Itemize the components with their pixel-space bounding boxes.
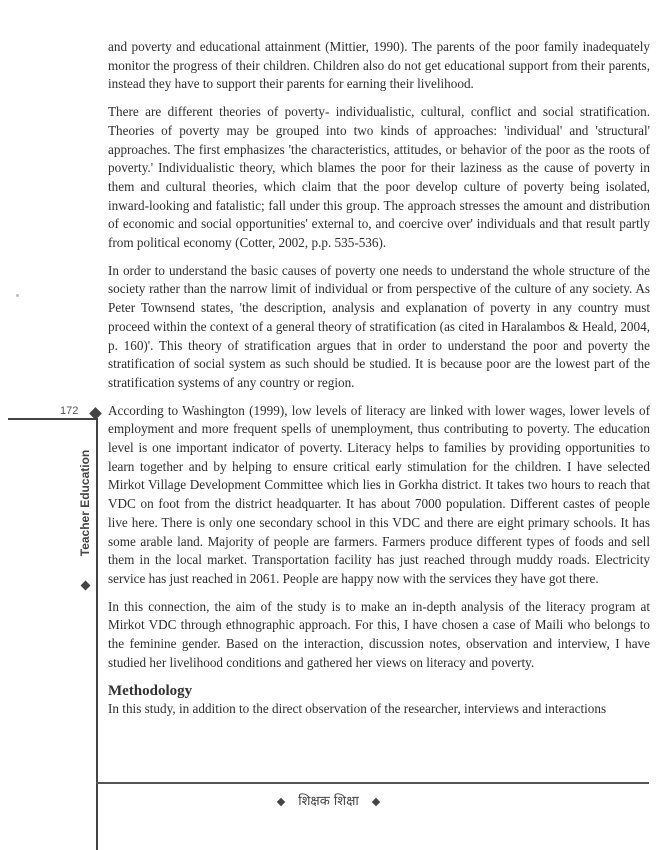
paragraph: In this study, in addition to the direct observation of the researcher, interviews and interactions — [108, 700, 607, 716]
paragraph: According to Washington (1999), low levels of literacy are linked with lower wages, lower levels of employment and more frequent spells of unemployment, thus contributing to poverty. The education level is one important indicator of poverty. Literacy helps to families by providing opportunities to learn together and by helping to ensure critical early stimulation for the children. I have selected Mirkot Village Development Committee which lies in Gorkha district. It takes two hours to reach that VDC on foot from the district headquarter. It has about 7000 population. Different castes of people live here. There is only one secondary school in this VDC and there are eight primary schools. It has some arable land. Majority of people are farmers. Farmers produce different types of foods and sell them in the local market. Transportation facility has just reached through muddy roads. Electricity service has just reached in 2061. People are happy now with the services they have got there. — [108, 402, 650, 586]
paragraph: There are different theories of poverty- individualistic, cultural, conflict and social stratification. Theories of poverty may be grouped into two kinds of approaches: 'individual' and 'structural' approaches. The first emphasizes 'the characteristics, attitudes, or behavior of the poor as the roots of poverty.' Individualistic theory, which blames the poor for their laziness as the cause of poverty in them and cultural theories, which claim that the poor develop culture of poverty being isolated, inward-looking and fatalistic; fall under this group. The approach stresses the amount and distribution of economic and social opportunities' external to, and coercive over' individuals and that result partly from political economy (Cotter, 2002, p.p. 535-536). — [108, 104, 650, 251]
body-text — [108, 38, 650, 718]
paragraph: In this connection, the aim of the study is to make an in-depth analysis of the literacy program at Mirkot VDC through ethnographic approach. For this, I have chosen a case of Maili who belongs to the feminine gender. Based on the interaction, discussion notes, observation and interview, I have studied her livelihood conditions and gathered her views on literacy and poverty. — [108, 598, 650, 670]
margin-rule-vertical — [96, 418, 98, 850]
diamond-icon — [372, 797, 380, 805]
paragraph: In order to understand the basic causes of poverty one needs to understand the whole structure of the society rather than the narrow limit of individual or from perspective of the culture of any society. As Peter Townsend states, 'the description, analysis and explanation of poverty in any country must proceed within the context of a general theory of stratification (as cited in Haralambos & Heald, 2004, p. 160)'. This theory of stratification argues that in order to understand the poor and poverty the stratification of social system as such should be studied. It is because poor are the lowest part of the stratification systems of any country or region. — [108, 262, 650, 390]
section-heading: Methodology — [108, 682, 193, 699]
side-title-text: Teacher Education — [78, 449, 93, 557]
paragraph: and poverty and educational attainment (Mittier, 1990). The parents of the poor family inadequately monitor the progress of their children. Children also do not get educational support from their parents, instead they have to support their parents for earning their livelihood. — [108, 39, 650, 92]
running-side-title — [77, 433, 93, 573]
diamond-icon — [81, 581, 91, 591]
page-number: 172 — [60, 405, 79, 417]
running-footer — [0, 791, 657, 809]
scan-speck — [16, 294, 19, 297]
footer-rule — [96, 782, 649, 784]
margin-rule-horizontal — [8, 418, 98, 420]
footer-title: शिक्षक शिक्षा — [298, 794, 359, 809]
diamond-icon — [277, 797, 285, 805]
